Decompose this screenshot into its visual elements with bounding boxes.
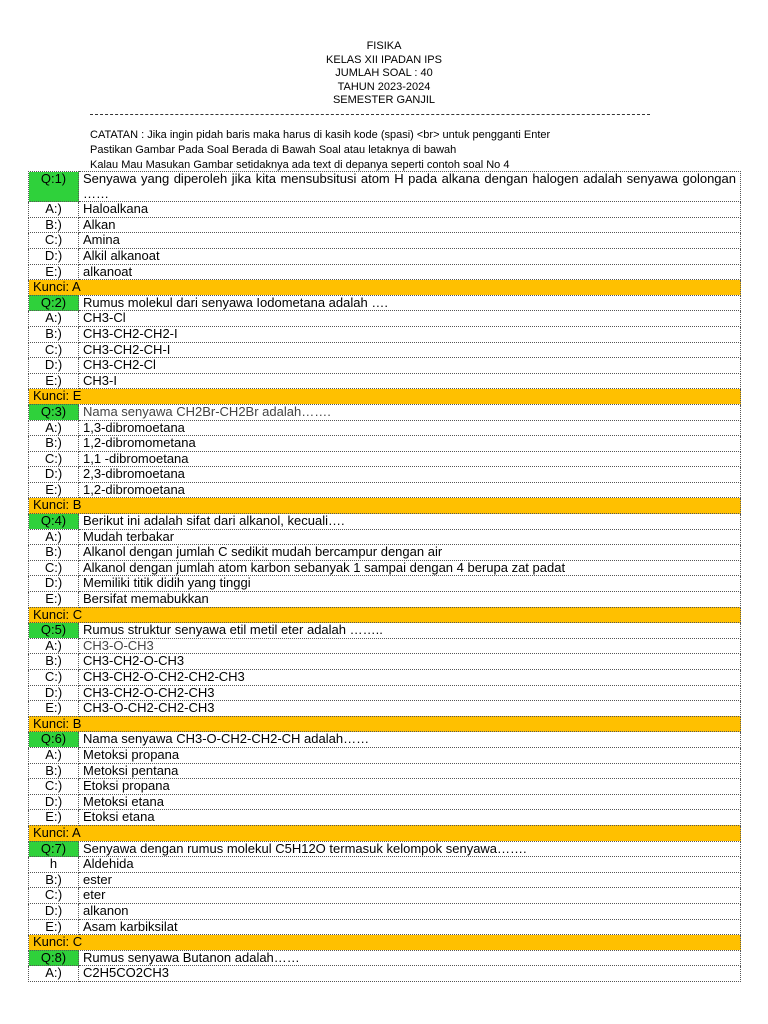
- question-text: Berikut ini adalah sifat dari alkanol, kecuali….: [79, 514, 741, 530]
- question-row: [29, 172, 741, 202]
- option-label: D:): [29, 576, 79, 592]
- option-text: ester: [79, 872, 741, 888]
- question-table: [28, 171, 741, 982]
- option-text: 1,2-dibromometana: [79, 436, 741, 452]
- option-row: [29, 264, 741, 280]
- option-label: B:): [29, 654, 79, 670]
- option-text: Metoksi pentana: [79, 763, 741, 779]
- option-row: [29, 638, 741, 654]
- option-label: D:): [29, 685, 79, 701]
- option-text: C2H5CO2CH3: [79, 966, 741, 982]
- answer-key: Kunci: A: [29, 280, 741, 296]
- document-header: [0, 40, 768, 108]
- answer-key: Kunci: A: [29, 825, 741, 841]
- option-text: Alkan: [79, 217, 741, 233]
- question-row: [29, 950, 741, 966]
- question-number: Q:6): [29, 732, 79, 748]
- option-text: Amina: [79, 233, 741, 249]
- question-number: Q:5): [29, 623, 79, 639]
- option-text: Bersifat memabukkan: [79, 592, 741, 608]
- option-row: [29, 857, 741, 873]
- option-row: [29, 373, 741, 389]
- answer-key: Kunci: E: [29, 389, 741, 405]
- option-row: [29, 654, 741, 670]
- option-row: [29, 451, 741, 467]
- option-text: Metoksi propana: [79, 747, 741, 763]
- option-label: C:): [29, 560, 79, 576]
- answer-key: Kunci: C: [29, 607, 741, 623]
- option-row: [29, 747, 741, 763]
- option-label: B:): [29, 217, 79, 233]
- note-line: CATATAN : Jika ingin pidah baris maka harus di kasih kode (spasi) <br> untuk pengganti Enter: [90, 129, 551, 141]
- option-row: [29, 326, 741, 342]
- option-text: CH3-CH2-O-CH2-CH3: [79, 685, 741, 701]
- option-text: CH3-CH2-Cl: [79, 358, 741, 374]
- option-text: Alkil alkanoat: [79, 248, 741, 264]
- option-label: C:): [29, 233, 79, 249]
- answer-key-row: [29, 498, 741, 514]
- answer-key: Kunci: B: [29, 498, 741, 514]
- option-label: B:): [29, 545, 79, 561]
- answer-key-row: [29, 716, 741, 732]
- question-text: Rumus senyawa Butanon adalah……: [79, 950, 741, 966]
- option-text: CH3-CH2-CH-I: [79, 342, 741, 358]
- option-row: [29, 420, 741, 436]
- question-number: Q:7): [29, 841, 79, 857]
- option-text: Metoksi etana: [79, 794, 741, 810]
- option-label: h: [29, 857, 79, 873]
- option-label: E:): [29, 482, 79, 498]
- question-text: Nama senyawa CH3-O-CH2-CH2-CH adalah……: [79, 732, 741, 748]
- option-text: Etoksi etana: [79, 810, 741, 826]
- option-label: B:): [29, 326, 79, 342]
- option-row: [29, 592, 741, 608]
- option-text: Memiliki titik didih yang tinggi: [79, 576, 741, 592]
- option-label: B:): [29, 763, 79, 779]
- option-label: A:): [29, 202, 79, 218]
- answer-key: Kunci: B: [29, 716, 741, 732]
- option-row: [29, 670, 741, 686]
- option-text: Etoksi propana: [79, 779, 741, 795]
- option-row: [29, 560, 741, 576]
- option-label: C:): [29, 779, 79, 795]
- option-label: A:): [29, 529, 79, 545]
- option-row: [29, 576, 741, 592]
- option-row: [29, 233, 741, 249]
- question-number: Q:8): [29, 950, 79, 966]
- option-label: C:): [29, 670, 79, 686]
- option-text: Haloalkana: [79, 202, 741, 218]
- option-text: alkanoat: [79, 264, 741, 280]
- answer-key-row: [29, 825, 741, 841]
- option-row: [29, 545, 741, 561]
- option-row: [29, 467, 741, 483]
- option-label: E:): [29, 264, 79, 280]
- option-text: CH3-Cl: [79, 311, 741, 327]
- option-label: E:): [29, 919, 79, 935]
- header-year: TAHUN 2023-2024: [337, 80, 431, 93]
- option-row: [29, 482, 741, 498]
- option-row: [29, 685, 741, 701]
- option-text: Alkanol dengan jumlah atom karbon sebanyak 1 sampai dengan 4 berupa zat padat: [79, 560, 741, 576]
- option-text: CH3-CH2-CH2-I: [79, 326, 741, 342]
- option-text: 1,3-dibromoetana: [79, 420, 741, 436]
- header-divider: [90, 114, 650, 115]
- question-text: Senyawa dengan rumus molekul C5H12O termasuk kelompok senyawa…….: [79, 841, 741, 857]
- option-label: A:): [29, 747, 79, 763]
- option-text: 1,1 -dibromoetana: [79, 451, 741, 467]
- option-row: [29, 763, 741, 779]
- option-text: CH3-CH2-O-CH2-CH2-CH3: [79, 670, 741, 686]
- option-row: [29, 202, 741, 218]
- option-text: eter: [79, 888, 741, 904]
- answer-key-row: [29, 280, 741, 296]
- option-label: C:): [29, 342, 79, 358]
- option-label: E:): [29, 701, 79, 717]
- option-label: A:): [29, 638, 79, 654]
- note-line: Kalau Mau Masukan Gambar setidaknya ada text di depanya seperti contoh soal No 4: [90, 159, 510, 171]
- option-row: [29, 888, 741, 904]
- option-row: [29, 872, 741, 888]
- question-number: Q:4): [29, 514, 79, 530]
- option-label: D:): [29, 794, 79, 810]
- option-text: alkanon: [79, 903, 741, 919]
- option-row: [29, 919, 741, 935]
- option-label: C:): [29, 451, 79, 467]
- option-label: D:): [29, 248, 79, 264]
- header-semester: SEMESTER GANJIL: [332, 94, 436, 106]
- option-text: CH3-O-CH2-CH2-CH3: [79, 701, 741, 717]
- option-row: [29, 342, 741, 358]
- question-row: [29, 623, 741, 639]
- option-label: E:): [29, 373, 79, 389]
- option-label: D:): [29, 467, 79, 483]
- question-text: Rumus struktur senyawa etil metil eter adalah ……..: [79, 623, 741, 639]
- header-subject: FISIKA: [366, 40, 402, 52]
- option-row: [29, 217, 741, 233]
- header-class: KELAS XII IPADAN IPS: [326, 53, 442, 66]
- option-label: B:): [29, 872, 79, 888]
- option-label: D:): [29, 358, 79, 374]
- notes-block: [90, 128, 550, 173]
- option-label: B:): [29, 436, 79, 452]
- option-text: Alkanol dengan jumlah C sedikit mudah bercampur dengan air: [79, 545, 741, 561]
- option-text: Aldehida: [79, 857, 741, 873]
- option-label: E:): [29, 810, 79, 826]
- option-row: [29, 311, 741, 327]
- option-row: [29, 794, 741, 810]
- question-row: [29, 404, 741, 420]
- option-text: Asam karbiksilat: [79, 919, 741, 935]
- question-row: [29, 514, 741, 530]
- question-number: Q:3): [29, 404, 79, 420]
- option-text: CH3-O-CH3: [79, 638, 741, 654]
- option-row: [29, 966, 741, 982]
- answer-key-row: [29, 607, 741, 623]
- note-line: Pastikan Gambar Pada Soal Berada di Bawah Soal atau letaknya di bawah: [90, 144, 457, 156]
- option-text: 2,3-dibromoetana: [79, 467, 741, 483]
- question-row: [29, 295, 741, 311]
- option-text: 1,2-dibromoetana: [79, 482, 741, 498]
- question-number: Q:1): [29, 172, 79, 202]
- question-number: Q:2): [29, 295, 79, 311]
- header-question-count: JUMLAH SOAL : 40: [335, 67, 433, 79]
- question-text: Nama senyawa CH2Br-CH2Br adalah…….: [79, 404, 741, 420]
- option-label: A:): [29, 311, 79, 327]
- question-row: [29, 732, 741, 748]
- answer-key-row: [29, 935, 741, 951]
- option-row: [29, 779, 741, 795]
- answer-key-row: [29, 389, 741, 405]
- answer-key: Kunci: C: [29, 935, 741, 951]
- option-row: [29, 810, 741, 826]
- option-text: CH3-CH2-O-CH3: [79, 654, 741, 670]
- option-row: [29, 701, 741, 717]
- option-text: CH3-I: [79, 373, 741, 389]
- option-row: [29, 903, 741, 919]
- option-label: D:): [29, 903, 79, 919]
- option-label: C:): [29, 888, 79, 904]
- option-text: Mudah terbakar: [79, 529, 741, 545]
- option-row: [29, 248, 741, 264]
- option-label: E:): [29, 592, 79, 608]
- option-row: [29, 529, 741, 545]
- question-text: Senyawa yang diperoleh jika kita mensubsitusi atom H pada alkana dengan halogen adalah senyawa golongan ……: [79, 172, 741, 202]
- question-row: [29, 841, 741, 857]
- question-text: Rumus molekul dari senyawa Iodometana adalah ….: [79, 295, 741, 311]
- option-label: A:): [29, 420, 79, 436]
- option-row: [29, 436, 741, 452]
- option-label: A:): [29, 966, 79, 982]
- option-row: [29, 358, 741, 374]
